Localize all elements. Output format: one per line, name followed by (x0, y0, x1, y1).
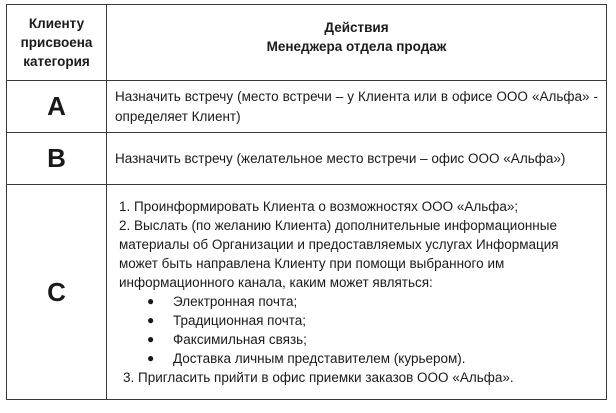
header-category-cell (7, 5, 107, 81)
header-row (7, 5, 607, 81)
bullet-icon: ● (147, 332, 155, 346)
action-c-cell (107, 185, 607, 400)
channel-label: Факсимильная связь; (173, 332, 307, 347)
header-category-line-1: Клиенту (28, 16, 85, 31)
channel-list (119, 292, 598, 368)
list-item (147, 349, 598, 368)
header-actions-line-2: Менеджера отдела продаж (266, 38, 447, 54)
list-item (147, 330, 598, 349)
table-row (7, 81, 607, 133)
action-c-item-2: 2. Выслать (по желанию Клиента) дополнительные информационные материалы об Организации и предоставляемых услугах Информация может быть направлена Клиенту при помощи выбранного им информационного канала, каким может являться: (119, 218, 559, 290)
channel-label: Электронная почта; (173, 294, 298, 309)
action-c-item-1: 1. Проинформировать Клиента о возможностях ООО «Альфа»; (119, 199, 519, 214)
channel-label: Доставка личным представителем (курьером). (173, 351, 466, 366)
bullet-icon: ● (147, 351, 155, 365)
category-actions-table (6, 4, 607, 400)
category-a-cell: A (7, 81, 107, 133)
list-item (147, 311, 598, 330)
header-actions-cell (107, 5, 607, 81)
header-category-line-3: категория (23, 54, 90, 69)
action-a-cell: Назначить встречу (место встречи – у Клиента или в офисе ООО «Альфа» - определяет Клиент) (107, 81, 607, 133)
channel-label: Традиционная почта; (173, 313, 307, 328)
bullet-icon: ● (147, 294, 155, 308)
list-item (147, 292, 598, 311)
table-row (7, 133, 607, 185)
header-actions-line-1: Действия (324, 19, 389, 35)
table-row (7, 185, 607, 400)
bullet-icon: ● (147, 313, 155, 327)
category-c-cell: C (7, 185, 107, 400)
action-b-cell: Назначить встречу (желательное место встречи – офис ООО «Альфа») (107, 133, 607, 185)
category-b-cell: B (7, 133, 107, 185)
action-c-item-3: 3. Пригласить прийти в офис приемки заказов ООО «Альфа». (123, 370, 514, 385)
header-category-line-2: присвоена (20, 35, 93, 50)
